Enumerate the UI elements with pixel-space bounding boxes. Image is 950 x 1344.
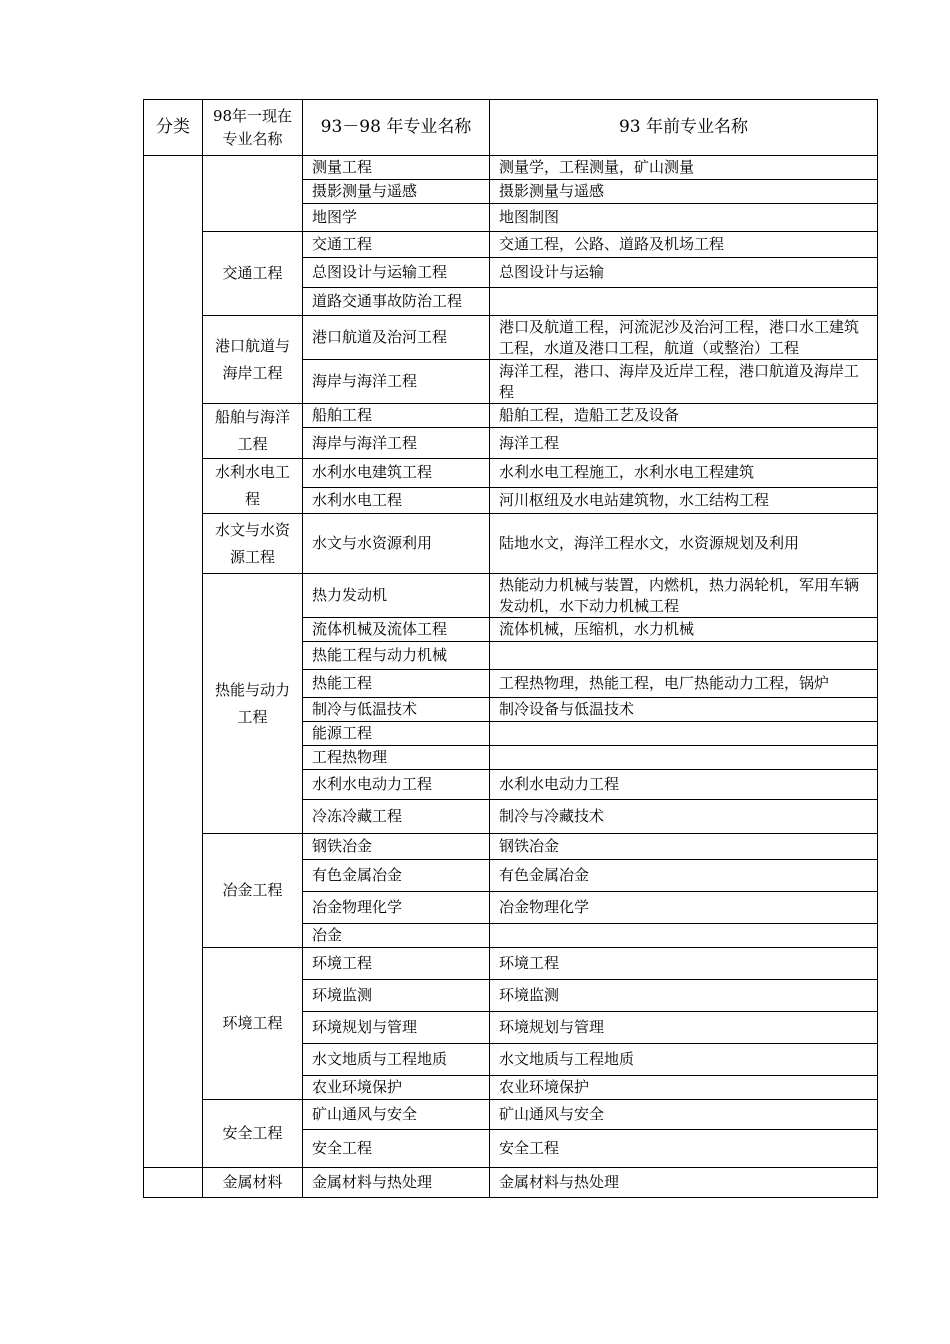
old-major-name: 制冷设备与低温技术 [490,698,878,722]
old-major-name: 总图设计与运输 [490,258,878,288]
table-row [144,316,878,360]
header-old-name: 93 年前专业名称 [490,100,878,156]
current-major-name [203,156,303,232]
mid-major-name: 水利水电工程 [303,487,490,513]
mid-major-name: 热能工程与动力机械 [303,642,490,670]
old-major-name: 水文地质与工程地质 [490,1044,878,1076]
mid-major-name: 总图设计与运输工程 [303,258,490,288]
header-current-name [203,100,303,156]
current-major-text: 水文与水资源工程 [214,520,290,566]
old-major-name: 交通工程，公路、道路及机场工程 [490,232,878,258]
old-major-name: 有色金属冶金 [490,860,878,892]
table-row [144,232,878,258]
current-major-text: 船舶与海洋工程 [214,408,290,453]
old-major-name: 环境监测 [490,980,878,1012]
current-major-text: 金属材料 [222,1173,283,1191]
mid-major-name: 道路交通事故防治工程 [303,288,490,316]
mid-major-name: 有色金属冶金 [303,860,490,892]
mid-major-name: 环境监测 [303,980,490,1012]
current-major-text: 安全工程 [222,1124,283,1142]
mid-major-name: 交通工程 [303,232,490,258]
mid-major-name: 金属材料与热处理 [303,1168,490,1198]
header-mid-name: 93－98 年专业名称 [303,100,490,156]
old-major-name: 地图制图 [490,204,878,232]
mid-major-name: 水利水电建筑工程 [303,459,490,488]
mid-major-name: 冷冻冷藏工程 [303,800,490,834]
old-major-name: 水利水电工程施工，水利水电工程建筑 [490,459,878,488]
mid-major-name: 矿山通风与安全 [303,1100,490,1130]
old-major-name: 水利水电动力工程 [490,770,878,800]
mid-major-name: 水利水电动力工程 [303,770,490,800]
category-cell [144,156,203,1168]
table-row [144,459,878,488]
old-major-name [490,722,878,746]
table-row [144,1168,878,1198]
table-row [144,948,878,980]
mid-major-name: 流体机械及流体工程 [303,618,490,642]
current-major-text: 港口航道与海岸工程 [214,336,290,382]
old-major-name [490,288,878,316]
mid-major-name: 安全工程 [303,1130,490,1168]
old-major-name: 船舶工程，造船工艺及设备 [490,404,878,428]
mid-major-name: 环境工程 [303,948,490,980]
old-major-name: 制冷与冷藏技术 [490,800,878,834]
mid-major-name: 制冷与低温技术 [303,698,490,722]
mid-major-name: 水文地质与工程地质 [303,1044,490,1076]
old-major-name [490,924,878,948]
old-major-name: 流体机械，压缩机，水力机械 [490,618,878,642]
current-major-name [203,459,303,514]
mid-major-name: 摄影测量与遥感 [303,180,490,204]
old-major-name: 钢铁冶金 [490,834,878,860]
mid-major-name: 港口航道及治河工程 [303,316,490,360]
table-row [144,834,878,860]
current-major-name [203,834,303,948]
header-category: 分类 [144,100,203,156]
current-major-name [203,574,303,834]
old-major-name: 摄影测量与遥感 [490,180,878,204]
mid-major-name: 能源工程 [303,722,490,746]
current-major-text: 交通工程 [222,264,283,282]
old-major-name: 陆地水文，海洋工程水文，水资源规划及利用 [490,514,878,574]
old-major-name: 冶金物理化学 [490,892,878,924]
current-major-name [203,404,303,459]
mid-major-name: 船舶工程 [303,404,490,428]
mid-major-name: 地图学 [303,204,490,232]
mid-major-name: 农业环境保护 [303,1076,490,1100]
old-major-name: 港口及航道工程，河流泥沙及治河工程，港口水工建筑工程，水道及港口工程，航道（或整治）工程 [490,316,878,360]
current-major-name [203,232,303,316]
old-major-name [490,642,878,670]
table-row [144,156,878,180]
table-body [144,156,878,1198]
mid-major-name: 水文与水资源利用 [303,514,490,574]
major-name-comparison-table [143,99,878,1198]
current-major-text: 冶金工程 [222,881,283,899]
current-major-name [203,948,303,1100]
mid-major-name: 测量工程 [303,156,490,180]
current-major-name [203,1168,303,1198]
mid-major-name: 环境规划与管理 [303,1012,490,1044]
mid-major-name: 海岸与海洋工程 [303,428,490,459]
old-major-name: 矿山通风与安全 [490,1100,878,1130]
mid-major-name: 冶金物理化学 [303,892,490,924]
mid-major-name: 钢铁冶金 [303,834,490,860]
current-major-text: 环境工程 [222,1014,283,1032]
mid-major-name: 冶金 [303,924,490,948]
old-major-name: 环境规划与管理 [490,1012,878,1044]
current-major-text: 水利水电工程 [214,463,290,508]
current-major-name [203,514,303,574]
header-current-text: 98年一现在专业名称 [212,106,293,148]
old-major-name: 安全工程 [490,1130,878,1168]
old-major-name: 环境工程 [490,948,878,980]
old-major-name: 海洋工程 [490,428,878,459]
old-major-name: 河川枢纽及水电站建筑物，水工结构工程 [490,487,878,513]
mid-major-name: 热力发动机 [303,574,490,618]
mid-major-name: 工程热物理 [303,746,490,770]
mid-major-name: 海岸与海洋工程 [303,360,490,404]
old-major-name: 测量学，工程测量，矿山测量 [490,156,878,180]
old-major-name [490,746,878,770]
old-major-name: 工程热物理，热能工程，电厂热能动力工程，锅炉 [490,670,878,698]
old-major-name: 海洋工程，港口、海岸及近岸工程，港口航道及海岸工程 [490,360,878,404]
current-major-name [203,1100,303,1168]
old-major-name: 热能动力机械与装置，内燃机，热力涡轮机，军用车辆发动机，水下动力机械工程 [490,574,878,618]
current-major-text: 热能与动力工程 [214,680,290,726]
table-row [144,1100,878,1130]
current-major-name [203,316,303,404]
table-row [144,404,878,428]
category-cell [144,1168,203,1198]
old-major-name: 农业环境保护 [490,1076,878,1100]
mid-major-name: 热能工程 [303,670,490,698]
old-major-name: 金属材料与热处理 [490,1168,878,1198]
table-row [144,514,878,574]
table-row [144,574,878,618]
header-row [144,100,878,156]
